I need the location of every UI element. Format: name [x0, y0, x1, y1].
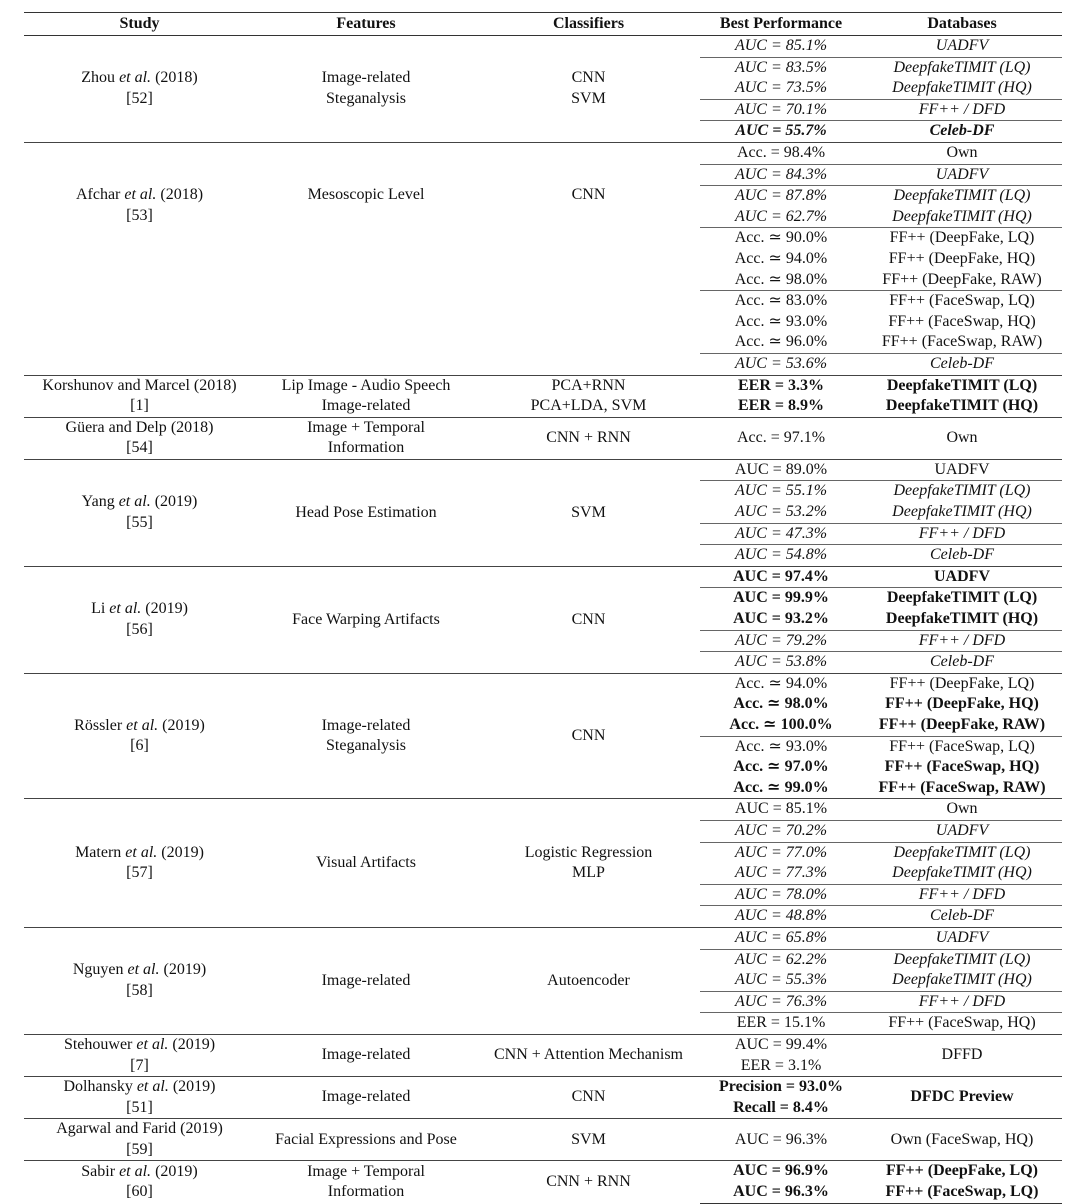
- header-features: Features: [255, 13, 477, 36]
- feature-line: Image-related: [321, 1088, 411, 1106]
- performance-cell: Acc. ≃ 99.0%: [733, 778, 829, 796]
- study-reference: [7]: [130, 1056, 149, 1074]
- study-et-al: et al.: [127, 961, 160, 979]
- performance-cell: AUC = 85.1%: [734, 37, 828, 54]
- study-et-al: et al.: [126, 716, 159, 734]
- features-cell: [255, 1161, 477, 1203]
- features-cell: [255, 142, 477, 375]
- database-cell: Own: [862, 799, 1062, 821]
- classifier-line: CNN + Attention Mechanism: [493, 1046, 683, 1064]
- performance-cell: AUC = 87.8%: [700, 186, 862, 207]
- performance-cell: AUC = 97.4%: [700, 566, 862, 588]
- study-cell: [24, 799, 255, 928]
- performance-cell: AUC = 85.1%: [700, 799, 862, 821]
- database-cell: Celeb-DF: [862, 121, 1062, 143]
- study-author: Güera and Delp: [65, 418, 167, 436]
- database-cell: Celeb-DF: [862, 545, 1062, 567]
- performance-cell: AUC = 73.5%: [734, 79, 828, 97]
- study-year: (2018): [170, 418, 214, 436]
- database-cell: FF++ (FaceSwap, HQ): [862, 1013, 1062, 1035]
- classifier-line: CNN: [571, 726, 606, 744]
- header-classifiers: Classifiers: [477, 13, 700, 36]
- study-cell: [24, 1077, 255, 1119]
- study-author: Sabir: [81, 1162, 116, 1180]
- database-cell: DeepfakeTIMIT (HQ): [892, 971, 1032, 989]
- database-cell: UADFV: [862, 927, 1062, 949]
- study-reference: [60]: [126, 1183, 153, 1201]
- study-name: [24, 1077, 255, 1098]
- table-row: [24, 927, 1062, 949]
- feature-line: Image-related: [321, 397, 411, 415]
- classifier-line: CNN: [571, 610, 606, 628]
- header-best-performance: Best Performance: [700, 13, 862, 36]
- database-cell: FF++ / DFD: [862, 630, 1062, 652]
- feature-line: Image + Temporal: [307, 1162, 425, 1180]
- database-cell: FF++ (DeepFake, HQ): [885, 695, 1039, 713]
- study-author: Stehouwer: [63, 1035, 133, 1053]
- classifier-line: CNN: [571, 69, 606, 87]
- study-author: Dolhansky: [63, 1078, 133, 1096]
- study-name: [24, 492, 255, 513]
- database-cell: UADFV: [935, 37, 989, 54]
- database-cell: Own (FaceSwap, HQ): [862, 1119, 1062, 1161]
- classifier-line: CNN + RNN: [546, 1173, 631, 1191]
- table-row: [24, 36, 1062, 58]
- study-year: (2019): [180, 1120, 223, 1138]
- performance-cell: Acc. ≃ 98.0%: [733, 695, 829, 713]
- performance-cell: Acc. ≃ 98.0%: [734, 270, 828, 288]
- study-year: (2019): [163, 961, 207, 979]
- study-reference: [57]: [126, 864, 153, 882]
- table-row: [24, 1161, 1062, 1182]
- database-cell: Own: [862, 142, 1062, 164]
- classifiers-cell: [477, 1034, 700, 1076]
- database-cell: FF++ (DeepFake, RAW): [882, 270, 1042, 288]
- study-year: (2018): [155, 69, 198, 87]
- database-cell: FF++ (DeepFake, LQ): [862, 1161, 1062, 1182]
- study-cell: [24, 459, 255, 566]
- performance-cell: Acc. ≃ 93.0%: [700, 736, 862, 757]
- performance-cell: Acc. ≃ 93.0%: [734, 312, 828, 330]
- database-cell: DeepfakeTIMIT (LQ): [862, 57, 1062, 78]
- study-reference: [1]: [130, 397, 149, 415]
- feature-line: Information: [327, 1183, 405, 1201]
- study-author: Agarwal and Farid: [56, 1120, 177, 1138]
- performance-cell: EER = 8.9%: [737, 397, 824, 415]
- database-cell: FF++ / DFD: [862, 991, 1062, 1013]
- performance-cell: AUC = 70.2%: [700, 820, 862, 842]
- classifiers-cell: [477, 927, 700, 1034]
- feature-line: Image-related: [321, 971, 411, 989]
- study-reference: [6]: [130, 737, 149, 755]
- performance-cell: Acc. ≃ 94.0%: [734, 249, 828, 267]
- database-cell: FF++ (FaceSwap, LQ): [862, 1182, 1062, 1203]
- database-cell: DeepfakeTIMIT (HQ): [892, 207, 1032, 225]
- database-cell: Celeb-DF: [862, 353, 1062, 375]
- performance-cell: Acc. = 98.4%: [700, 142, 862, 164]
- performance-cell: Acc. ≃ 83.0%: [700, 291, 862, 312]
- database-cell: FF++ (FaceSwap, RAW): [881, 333, 1043, 351]
- performance-cell: Acc. ≃ 90.0%: [700, 228, 862, 249]
- database-cell: DFFD: [862, 1034, 1062, 1076]
- database-cell: DeepfakeTIMIT (HQ): [885, 397, 1039, 415]
- study-name: [24, 1035, 255, 1056]
- feature-line: Mesoscopic Level: [307, 185, 425, 203]
- study-et-al: et al.: [118, 493, 151, 511]
- classifiers-cell: [477, 142, 700, 375]
- study-name: [24, 843, 255, 864]
- classifier-line: Logistic Regression: [524, 843, 653, 861]
- table-row: [24, 142, 1062, 164]
- classifiers-cell: [477, 673, 700, 799]
- performance-cell: AUC = 54.8%: [700, 545, 862, 567]
- performance-cell: AUC = 65.8%: [700, 927, 862, 949]
- feature-line: Image-related: [321, 716, 411, 734]
- classifier-line: CNN + RNN: [546, 428, 631, 446]
- performance-cell: AUC = 53.2%: [734, 503, 828, 521]
- database-cell: DeepfakeTIMIT (HQ): [892, 864, 1032, 882]
- table-row: [24, 673, 1062, 694]
- classifier-line: CNN: [571, 185, 606, 203]
- features-cell: [255, 799, 477, 928]
- study-author: Nguyen: [72, 961, 124, 979]
- performance-cell: AUC = 96.3%: [700, 1182, 862, 1203]
- study-author: Afchar: [75, 185, 121, 203]
- study-year: (2019): [154, 493, 198, 511]
- study-cell: [24, 566, 255, 673]
- performance-cell: Precision = 93.0%: [700, 1077, 862, 1098]
- performance-cell: AUC = 77.0%: [700, 842, 862, 863]
- table-body: [24, 36, 1062, 1204]
- classifiers-cell: [477, 1077, 700, 1119]
- performance-cell: AUC = 53.8%: [700, 652, 862, 674]
- study-name: [24, 418, 255, 439]
- study-cell: [24, 927, 255, 1034]
- study-reference: [56]: [126, 620, 153, 638]
- feature-line: Image + Temporal: [307, 418, 425, 436]
- performance-cell: AUC = 96.3%: [700, 1119, 862, 1161]
- study-et-al: et al.: [119, 69, 152, 87]
- performance-cell: AUC = 83.5%: [700, 57, 862, 78]
- study-year: (2019): [172, 1035, 216, 1053]
- features-cell: [255, 1119, 477, 1161]
- study-et-al: et al.: [124, 185, 157, 203]
- study-cell: [24, 142, 255, 375]
- database-cell: DeepfakeTIMIT (HQ): [892, 503, 1032, 521]
- database-cell: UADFV: [862, 820, 1062, 842]
- performance-cell: Acc. ≃ 100.0%: [729, 716, 833, 733]
- header-study: Study: [24, 13, 255, 36]
- database-cell: DeepfakeTIMIT (HQ): [892, 79, 1032, 97]
- classifier-line: Autoencoder: [547, 971, 630, 989]
- features-cell: [255, 1077, 477, 1119]
- performance-cell: AUC = 93.2%: [733, 610, 829, 628]
- database-cell: UADFV: [862, 566, 1062, 588]
- performance-cell: AUC = 79.2%: [700, 630, 862, 652]
- study-et-al: et al.: [136, 1035, 169, 1053]
- study-reference: [54]: [126, 439, 153, 457]
- features-cell: [255, 36, 477, 143]
- study-et-al: et al.: [125, 843, 158, 861]
- database-cell: UADFV: [862, 459, 1062, 481]
- performance-cell: AUC = 53.6%: [700, 353, 862, 375]
- classifiers-cell: [477, 459, 700, 566]
- study-year: (2018): [193, 376, 237, 394]
- study-reference: [59]: [126, 1140, 153, 1158]
- feature-line: Steganalysis: [326, 89, 406, 107]
- features-cell: [255, 673, 477, 799]
- study-author: Rössler: [74, 716, 123, 734]
- database-cell: FF++ (DeepFake, LQ): [862, 673, 1062, 694]
- study-reference: [53]: [126, 206, 153, 224]
- study-name: [24, 599, 255, 620]
- table-row: [24, 375, 1062, 396]
- study-cell: [24, 1034, 255, 1076]
- database-cell: FF++ / DFD: [862, 99, 1062, 121]
- classifier-line: PCA+LDA, SVM: [530, 397, 647, 415]
- feature-line: Visual Artifacts: [316, 853, 416, 871]
- study-author: Matern: [75, 843, 122, 861]
- database-cell: FF++ / DFD: [862, 884, 1062, 906]
- performance-cell: EER = 3.3%: [700, 375, 862, 396]
- feature-line: Facial Expressions and Pose: [275, 1130, 457, 1148]
- performance-cell: AUC = 78.0%: [700, 884, 862, 906]
- performance-cell: AUC = 76.3%: [700, 991, 862, 1013]
- performance-cell: Acc. ≃ 94.0%: [700, 673, 862, 694]
- study-year: (2019): [161, 843, 204, 861]
- database-cell: Celeb-DF: [862, 652, 1062, 674]
- study-cell: [24, 1119, 255, 1161]
- study-name: [24, 716, 255, 737]
- database-cell: Own: [862, 417, 1062, 459]
- performance-cell: Acc. ≃ 96.0%: [734, 333, 828, 351]
- performance-cell: Recall = 8.4%: [733, 1098, 829, 1116]
- feature-line: Image-related: [321, 69, 411, 87]
- classifiers-cell: [477, 417, 700, 459]
- database-cell: UADFV: [862, 164, 1062, 186]
- feature-line: Face Warping Artifacts: [292, 610, 440, 628]
- database-cell: FF++ (FaceSwap, LQ): [862, 736, 1062, 757]
- features-cell: [255, 417, 477, 459]
- classifier-line: PCA+RNN: [551, 376, 626, 394]
- database-cell: DeepfakeTIMIT (HQ): [885, 610, 1039, 628]
- performance-cell: AUC = 47.3%: [700, 523, 862, 545]
- feature-line: Information: [327, 439, 405, 457]
- table-row: [24, 799, 1062, 821]
- performance-cell: Acc. = 97.1%: [700, 417, 862, 459]
- feature-line: Steganalysis: [326, 737, 406, 755]
- performance-cell: EER = 3.1%: [740, 1056, 822, 1074]
- classifier-line: SVM: [571, 89, 606, 107]
- classifier-line: SVM: [571, 1130, 606, 1148]
- study-cell: [24, 375, 255, 417]
- table-row: [24, 566, 1062, 588]
- study-name: [24, 376, 255, 397]
- header-row: [24, 13, 1062, 36]
- classifiers-cell: [477, 1119, 700, 1161]
- features-cell: [255, 1034, 477, 1076]
- study-reference: [51]: [126, 1098, 153, 1116]
- database-cell: DeepfakeTIMIT (LQ): [862, 842, 1062, 863]
- features-cell: [255, 566, 477, 673]
- database-cell: FF++ (DeepFake, HQ): [888, 249, 1036, 267]
- study-et-al: et al.: [119, 1162, 152, 1180]
- study-reference: [55]: [126, 513, 153, 531]
- classifiers-cell: [477, 36, 700, 143]
- database-cell: DFDC Preview: [862, 1077, 1062, 1119]
- study-author: Li: [91, 600, 106, 618]
- study-year: (2018): [160, 185, 204, 203]
- study-et-al: et al.: [109, 600, 142, 618]
- study-year: (2019): [172, 1078, 216, 1096]
- performance-cell: Acc. ≃ 97.0%: [733, 758, 829, 776]
- table-row: [24, 1077, 1062, 1098]
- database-cell: FF++ (FaceSwap, HQ): [884, 758, 1040, 776]
- database-cell: DeepfakeTIMIT (LQ): [862, 949, 1062, 970]
- study-name: [24, 1119, 255, 1140]
- classifiers-cell: [477, 799, 700, 928]
- performance-cell: AUC = 62.7%: [734, 207, 828, 225]
- database-cell: DeepfakeTIMIT (LQ): [862, 186, 1062, 207]
- detection-results-table: [24, 12, 1062, 1204]
- features-cell: [255, 375, 477, 417]
- performance-cell: AUC = 96.9%: [700, 1161, 862, 1182]
- performance-cell: AUC = 89.0%: [700, 459, 862, 481]
- study-year: (2019): [145, 600, 188, 618]
- study-author: Yang: [81, 493, 115, 511]
- database-cell: FF++ (DeepFake, LQ): [862, 228, 1062, 249]
- table-row: [24, 459, 1062, 481]
- performance-cell: EER = 15.1%: [700, 1013, 862, 1035]
- performance-cell: AUC = 55.1%: [700, 481, 862, 502]
- table-row: [24, 1034, 1062, 1055]
- performance-cell: AUC = 84.3%: [700, 164, 862, 186]
- study-author: Zhou: [81, 69, 116, 87]
- database-cell: FF++ (FaceSwap, RAW): [878, 778, 1046, 796]
- study-name: [24, 1162, 255, 1183]
- performance-cell: AUC = 70.1%: [700, 99, 862, 121]
- classifier-line: CNN: [571, 1088, 606, 1106]
- performance-cell: AUC = 77.3%: [734, 864, 828, 882]
- classifiers-cell: [477, 1161, 700, 1203]
- feature-line: Lip Image - Audio Speech: [281, 376, 451, 394]
- classifier-line: SVM: [571, 503, 606, 521]
- performance-cell: AUC = 55.7%: [700, 121, 862, 143]
- database-cell: FF++ / DFD: [862, 523, 1062, 545]
- study-et-al: et al.: [136, 1078, 169, 1096]
- classifiers-cell: [477, 375, 700, 417]
- performance-cell: AUC = 99.9%: [700, 588, 862, 609]
- study-cell: [24, 673, 255, 799]
- study-name: [24, 68, 255, 89]
- study-cell: [24, 36, 255, 143]
- study-year: (2019): [162, 716, 205, 734]
- study-cell: [24, 1161, 255, 1203]
- performance-cell: AUC = 99.4%: [700, 1034, 862, 1055]
- study-author: Korshunov and Marcel: [42, 376, 190, 394]
- classifiers-cell: [477, 566, 700, 673]
- database-cell: Celeb-DF: [862, 906, 1062, 928]
- feature-line: Image-related: [321, 1046, 411, 1064]
- performance-cell: AUC = 48.8%: [700, 906, 862, 928]
- study-reference: [58]: [126, 981, 153, 999]
- database-cell: FF++ (FaceSwap, HQ): [888, 312, 1036, 330]
- database-cell: FF++ (FaceSwap, LQ): [862, 291, 1062, 312]
- features-cell: [255, 927, 477, 1034]
- database-cell: DeepfakeTIMIT (LQ): [862, 588, 1062, 609]
- database-cell: DeepfakeTIMIT (LQ): [862, 481, 1062, 502]
- database-cell: FF++ (DeepFake, RAW): [878, 716, 1046, 733]
- header-databases: Databases: [862, 13, 1062, 36]
- performance-cell: AUC = 55.3%: [734, 971, 828, 989]
- database-cell: DeepfakeTIMIT (LQ): [862, 375, 1062, 396]
- classifier-line: MLP: [572, 864, 605, 882]
- performance-cell: AUC = 62.2%: [700, 949, 862, 970]
- study-name: [24, 185, 255, 206]
- study-cell: [24, 417, 255, 459]
- feature-line: Head Pose Estimation: [295, 503, 437, 521]
- study-year: (2019): [155, 1162, 198, 1180]
- features-cell: [255, 459, 477, 566]
- study-reference: [52]: [126, 89, 153, 107]
- study-name: [24, 960, 255, 981]
